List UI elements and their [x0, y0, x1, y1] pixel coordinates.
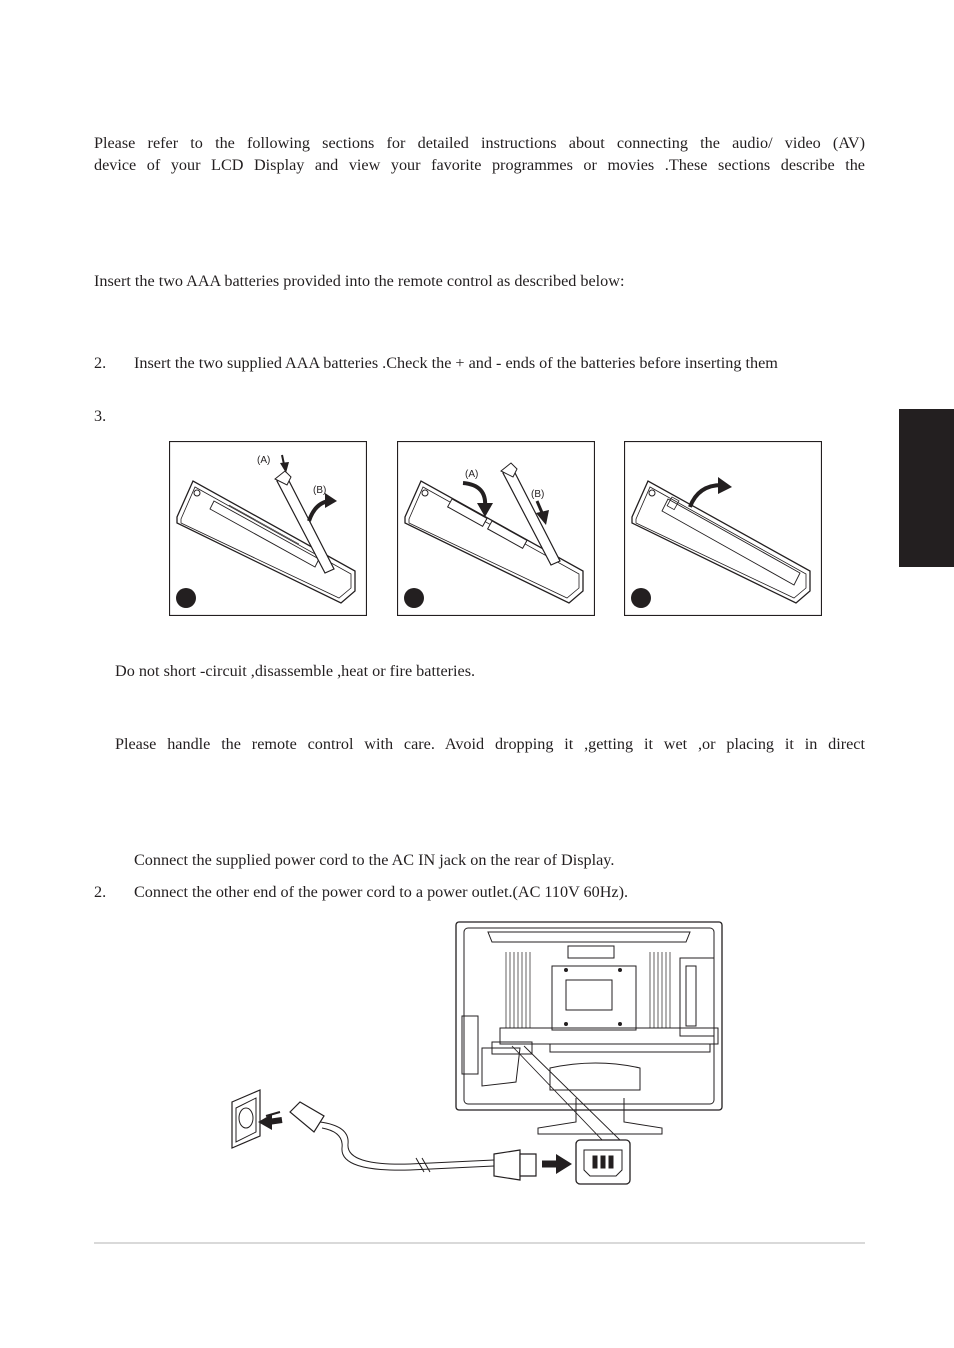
battery-figure-1	[169, 441, 367, 616]
battery-intro: Insert the two AAA batteries provided into the remote control as described below:	[94, 272, 625, 290]
battery-figure-3	[624, 441, 822, 616]
remote-open-cover-illustration	[169, 441, 367, 616]
remote-close-cover-illustration	[624, 441, 822, 616]
footer-rule	[94, 1242, 865, 1244]
display-rear-power-illustration	[220, 918, 730, 1188]
label-b: (B)	[531, 489, 545, 500]
section-side-tab	[899, 409, 954, 567]
power-step-1-text: Connect the supplied power cord to the AC IN jack on the rear of Display.	[134, 851, 615, 869]
battery-step-2-number: 2.	[94, 354, 107, 372]
label-b: (B)	[313, 485, 327, 496]
remote-insert-batteries-illustration	[397, 441, 595, 616]
battery-step-3-number: 3.	[94, 407, 107, 425]
power-step-2-number: 2.	[94, 883, 107, 901]
power-step-2-text: Connect the other end of the power cord to a power outlet.(AC 110V 60Hz).	[134, 883, 629, 901]
battery-step-2-text: Insert the two supplied AAA batteries .Check the + and - ends of the batteries before inserting them	[134, 354, 778, 372]
caution-batteries: Do not short -circuit ,disassemble ,heat or fire batteries.	[115, 662, 476, 680]
intro-line-2: device of your LCD Display and view your favorite programmes or movies .These sections describe the	[94, 156, 865, 174]
intro-line-1: Please refer to the following sections for detailed instructions about connecting the audio/ video (AV)	[94, 134, 865, 152]
battery-figure-2	[397, 441, 595, 616]
label-a: (A)	[465, 469, 479, 480]
power-connection-figure	[220, 918, 730, 1188]
label-a: (A)	[257, 455, 271, 466]
caution-remote: Please handle the remote control with care. Avoid dropping it ,getting it wet ,or placing it in direct	[115, 735, 865, 753]
